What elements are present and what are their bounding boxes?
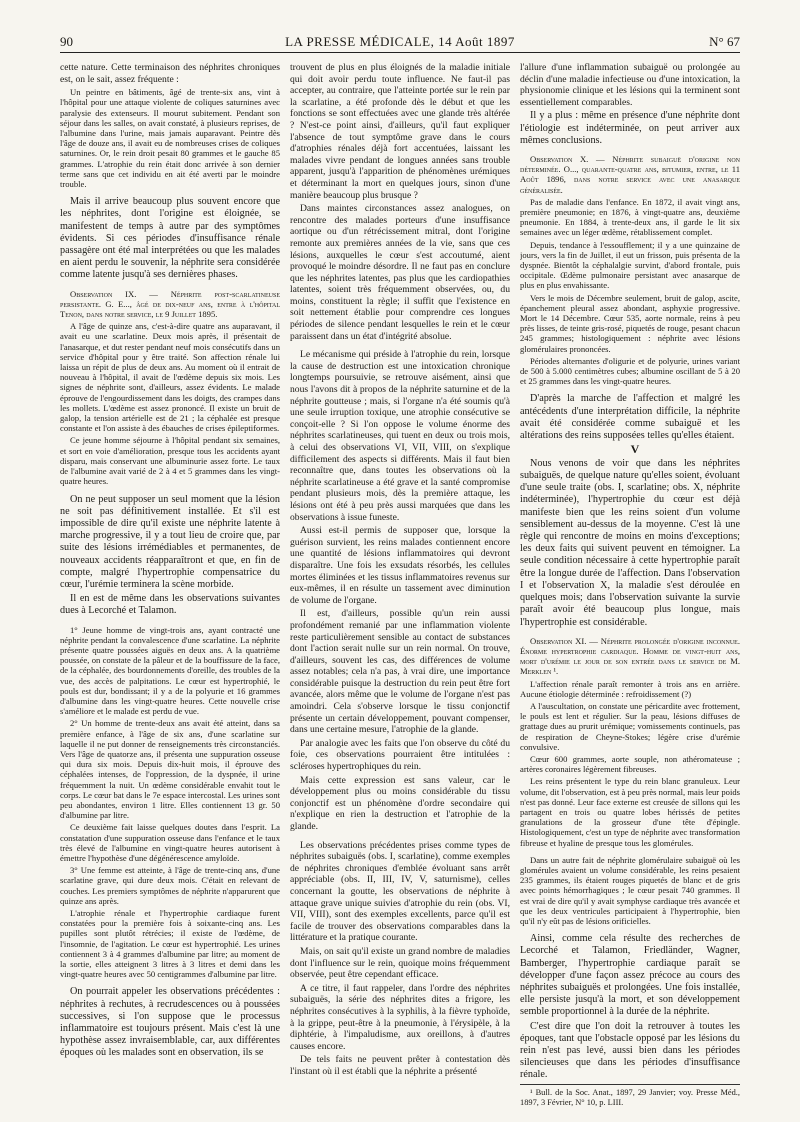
case-text: Cœur 600 grammes, aorte souple, non athéromateuse ; artères coronaires légèrement fibreuses. [520,753,740,775]
case-text: Vers le mois de Décembre seulement, bruit de galop, ascite, épanchement pleural assez abondant, asphyxie progressive. Mort le 14 Décembre. Cœur 535, aorte normale, reins à peu près lisses, de teinte gris-rosé, piquetés de rouge, pesant chacun 245 grammes; histologiquement : néphrite avec lésions glomérulaires prononcées. [520,292,740,354]
paragraph: Le mécanisme qui préside à l'atrophie du rein, lorsque la cause de destruction est une intoxication chronique longtemps poursuivie, se retrouve aisément, ainsi que nous l'avons dit à propos de la néphrite saturnine et de la néphrite goutteuse ; mais, si l'organe n'a été soumis qu'à une seule irruption toxique, une atrophie consécutive se conçoit-elle ? Si l'on oppose le volume énorme des néphrites scarlatineuses, qui tuent en deux ou trois mois, à celui des observations VI, VII, VIII, on s'explique difficilement des aspects si différents. Mais il faut bien reconnaître que, dans toutes les observations où la néphrite scarlatineuse a été grave et la santé compromise pendant plusieurs mois, dès la première attaque, les lésions ont été à peu près aussi marquées que dans les observations à issue funeste. [290,349,510,523]
paragraph: De tels faits ne peuvent prêter à contestation dès l'instant où il est établi que la néphrite a présenté [290,1054,510,1077]
paragraph: C'est dire que l'on doit la retrouver à toutes les époques, tant que l'obstacle opposé par les lésions du rein n'est pas levé, aussi bien dans les périodes silencieuses que dans les périodes d'insuffisance rénale. [520,1020,740,1081]
case-text: Un peintre en bâtiments, âgé de trente-six ans, vint à l'hôpital pour une attaque violente de coliques saturnines avec paralysie des extenseurs. Il mourut subitement. Pendant son séjour dans les salles, on avait constaté, à plusieurs reprises, de l'albumine dans l'urine, mais jamais auparavant. Peintre dès l'âge de douze ans, il avait eu de nombreuses crises de coliques saturnines. Or, le rein droit pesait 80 grammes et le gauche 85 grammes. L'atrophie du rein était donc arrivée à son dernier terme sans que cet individu en ait été averti par le moindre trouble. [60,87,280,190]
case-text: L'atrophie rénale et l'hypertrophie cardiaque furent constatées pour la première fois à soixante-cinq ans. Les pupilles sont plutôt rétrécies; il existe de l'œdème, de l'insomnie, de l'agitation. Le cœur est hypertrophié. Les urines contiennent 3 à 4 grammes d'albumine par litre; au moment de la sortie, elles atteignent 3 litres à 3 litres et demi dans les vingt-quatre heures avec 50 centigrammes d'albumine par litre. [60,908,280,980]
case-text: A l'auscultation, on constate une péricardite avec frottement, le pouls est lent et régulier. Sur la peau, lésions diffuses de grattage dues au prurit urémique; vomissements continuels, pas de respiration de Cheyne-Stokes; légère crise d'urémie convulsive. [520,700,740,752]
case-text: Ce deuxième fait laisse quelques doutes dans l'esprit. La constatation d'une suppuration osseuse dans l'enfance et le taux très élevé de l'albumine en vingt-quatre heures autorisent à émettre l'hypothèse d'une dégénérescence amyloïde. [60,822,280,863]
paragraph: Les observations précédentes prises comme types de néphrites subaiguës (obs. I, scarlatine), comme exemples de néphrites chroniques d'emblée évoluant sans arrêt appréciable (obs. II, III, IV, V, saturnisme), celles concernant la goutte, les observations de néphrite à attaque grave unique suivies d'atrophie du rein (obs. VI, VII, VIII), sont des exemples excellents, parce qu'il est facile de trouver des observations comparables dans la littérature et la pratique courante. [290,839,510,944]
case-text: Ce jeune homme séjourne à l'hôpital pendant six semaines, et sort en voie d'amélioration, presque tous les accidents ayant disparu, mais conservant une albuminurie assez forte. Le taux de l'albumine avait varié de 2 à 4 et 5 grammes dans les vingt-quatre heures. [60,435,280,487]
header-rule [60,52,740,53]
section-number: V [630,442,640,457]
case-text: 3° Une femme est atteinte, à l'âge de trente-cinq ans, d'une scarlatine grave, qui dure deux mois. C'était en relevant de couches. Les premiers symptômes de néphrite n'apparurent que quinze ans après. [60,865,280,906]
paragraph: Aussi est-il permis de supposer que, lorsque la guérison survient, les reins malades contiennent encore une quantité de lésions inflammatoires qui devront disparaître. Une fois les exsudats résorbés, les cellules mortes éliminées et les tissus inflammatoires revenus sur eux-mêmes, il en résulte un tassement avec diminution de volume de l'organe. [290,525,510,606]
case-text: Pas de maladie dans l'enfance. En 1872, il avait vingt ans, première pneumonie; en 1876, à vingt-quatre ans, deuxième pneumonie. En 1884, à trente-deux ans, il garde le lit six semaines avec un léger œdème, rétablissement complet. [520,196,740,238]
case-text: 2° Un homme de trente-deux ans avait été atteint, dans sa première enfance, à l'âge de six ans, d'une scarlatine sur laquelle il ne put donner de renseignements très circonstanciés. Vers l'âge de quatorze ans, il présenta une suppuration osseuse qui dura six mois. Depuis dix-huit mois, il éprouve des céphalées intenses, de l'oppression, de la dyspnée, il urine fréquemment la nuit. Un œdème considérable envahit tout le corps. Le cœur bat dans le 7e espace intercostal. Les urines sont peu abondantes, environ 1 litre. Elles contiennent 13 gr. 50 d'albumine par litre. [60,718,280,821]
paragraph: Il en est de même dans les observations suivantes dues à Lecorché et Talamon. [60,593,280,617]
footnote: ¹ Bull. de la Soc. Anat., 1897, 29 Janvier; voy. Presse Méd., 1897, 3 Février, N° 10, p. LIII. [520,1084,740,1108]
column-left [60,62,280,1112]
paragraph: Par analogie avec les faits que l'on observe du côté du foie, ces observations pourraient être intitulées : scléroses hypertrophiques du rein. [290,737,510,773]
observation-heading: Observation XI. — Néphrite prolongée d'origine inconnue. Énorme hypertrophie cardiaque. Homme de vingt-huit ans, mort d'urémie le jour de son entrée dans le service de M. Merklen ¹. [520,635,740,677]
paragraph: Ainsi, comme cela résulte des recherches de Lecorché et Talamon, Friedländer, Wagner, Bamberger, l'hypertrophie cardiaque paraît se développer d'une façon assez précoce au cours des néphrites subaiguës et prolongées. Une fois installée, elle persiste jusqu'à la mort, et son développement semble proportionnel à la durée de la néphrite. [520,933,740,1018]
paragraph: On ne peut supposer un seul moment que la lésion ne soit pas définitivement installée. Et s'il est impossible de dire qu'il existe une néphrite latente à marche progressive, il y a tout lieu de croire que, par suite des lésions irrémédiables et permanentes, de nouveaux accidents réapparaîtront et que, en fin de compte, malgré l'hypertrophie compensatrice du cœur, l'urémie terminera la scène morbide. [60,493,280,590]
paragraph: Il est, d'ailleurs, possible qu'un rein aussi profondément remanié par une inflammation violente reste particulièrement sensible au contact de substances dont l'action serait nulle sur un rein normal. On trouve, d'ailleurs, souvent les cas, des différences de volume assez notables; cela n'a pas, à vrai dire, une importance considérable puisque la destruction du rein peut être fort avancée, alors même que le volume de l'organe n'est pas amoindri. Cela s'observe lorsque le tissu conjonctif présente un certain développement, pouvant compenser, dans une certaine mesure, l'atrophie de la glande. [290,608,510,736]
case-text: Dans un autre fait de néphrite glomérulaire subaiguë où les glomérules avaient un volume considérable, les reins pesaient 235 grammes, ils étaient rouges piquetés de blanc et de gris avec points hémorrhagiques ; le cœur pesait 740 grammes. Il est vrai de dire qu'il y avait symphyse cardiaque très avancée et que les deux ventricules participaient à l'hypertrophie, bien qu'il n'y eût pas de lésions orificielles. [520,854,740,926]
page-number: 90 [60,34,73,49]
column-middle [290,62,510,1112]
case-text: 1° Jeune homme de vingt-trois ans, ayant contracté une néphrite pendant la convalescence d'une scarlatine. La néphrite présente quatre poussées aiguës en deux ans. A la quatrième poussée, on constate de la pâleur et de la bouffissure de la face, de la céphalée, des bourdonnements d'oreille, des troubles de la vue, des accès de palpitations. Le cœur est hypertrophié, le pouls est dur, bondissant; il y a de la polyurie et 16 grammes d'albumine dans les vingt-quatre heures. Cette nouvelle crise s'améliore et le malade est perdu de vue. [60,624,280,717]
journal-title: LA PRESSE MÉDICALE, 14 Août 1897 [285,34,515,49]
case-text: A l'âge de quinze ans, c'est-à-dire quatre ans auparavant, il avait eu une scarlatine. Deux mois après, il présentait de l'anasarque, et dut rester pendant neuf mois consécutifs dans un service d'hôpital pour y être traité. Son affection rénale lui laissa un répit de plus de deux ans. Au moment où il entrait de nouveau à l'hôpital, il avait de l'œdème depuis six mois. Les signes de néphrite sont, d'ailleurs, assez évidents. Le malade éprouve de l'engourdissement dans les doigts, des crampes dans les mollets. L'œdème est assez prononcé. Il existe un bruit de galop, la tension artérielle est de 21 ; la céphalée est presque constante et l'on assiste à des ébauches de crises épileptiformes. [60,321,280,434]
paragraph: Mais, on sait qu'il existe un grand nombre de maladies dont l'influence sur le rein, quoique moins fréquemment observée, peut être cependant efficace. [290,945,510,981]
paragraph: D'après la marche de l'affection et malgré les antécédents d'une interprétation difficile, la néphrite avait été considérée comme subaiguë et les altérations des reins supposées telles qu'elles étaient. [520,393,740,442]
paragraph: On pourrait appeler les observations précédentes : néphrites à rechutes, à recrudescences ou à poussées successives, si l'on suppose que le processus inflammatoire est toujours présent. Mais c'est là une hypothèse assez invraisemblable, car, aux différentes époques où les malades sont en observation, ils se [60,986,280,1059]
paragraph: A ce titre, il faut rappeler, dans l'ordre des néphrites subaiguës, la série des néphrites dites a frigore, les néphrites consécutives à la syphilis, à la fièvre typhoïde, à la grippe, peut-être à la pneumonie, à l'érysipèle, à la diphtérie, à l'impaludisme, aux oreillons, à d'autres causes encore. [290,982,510,1052]
observation-heading: Observation X. — Néphrite subaiguë d'origine non déterminée. O..., quarante-quatre ans, bitumier, entre, le 11 Août 1896, dans notre service avec une anasarque généralisée. [520,153,740,195]
case-text: Périodes alternantes d'oligurie et de polyurie, urines variant de 500 à 5.000 centimètres cubes; albumine oscillant de 5 à 20 et 25 grammes dans les vingt-quatre heures. [520,355,740,387]
paragraph: Nous venons de voir que dans les néphrites subaiguës, de quelque nature qu'elles soient, évoluant d'une seule traite (obs. I, scarlatine; obs. X, néphrite indéterminée), l'hypertrophie du cœur est déjà manifeste bien que les reins soient d'un volume sensiblement au-dessus de la moyenne. C'est là une règle qui rencontre de moins en moins d'exceptions; les deux faits qui suivent peuvent en témoigner. La seule condition nécessaire à cette hypertrophie paraît être la longue durée de l'affection. Dans l'observation I et l'observation X, la maladie s'est déroulée en quelques mois; dans l'observation suivante la survie paraît avoir été beaucoup plus longue, mais l'hypertrophie est considérable. [520,457,740,628]
paragraph: Dans maintes circonstances assez analogues, on rencontre des malades porteurs d'une insuffisance aortique ou d'un rétrécissement mitral, dont l'origine remonte aux premières années de la vie, sans que ces lésions, auxquelles le cœur s'est accoutumé, aient provoqué le moindre désordre. Il ne faut pas en conclure que les néphrites latentes, pas plus que les cardiopathies latentes, soient très fréquemment observées, ou, du moins, constituent la règle; il suffit que l'existence en soit nettement établie pour comprendre ces longues périodes de silence pendant lesquelles le rein et le cœur paraissent dans un état d'intégrité absolue. [290,203,510,342]
paragraph: cette nature. Cette terminaison des néphrites chroniques est, on le sait, assez fréquente : [60,62,280,85]
case-text: L'affection rénale paraît remonter à trois ans en arrière. Aucune étiologie déterminée : refroidissement (?) [520,678,740,699]
page-header [60,34,740,52]
case-text: Depuis, tendance à l'essoufflement; il y a une quinzaine de jours, vers la fin de Juillet, il eut un frisson, puis présenta de la dyspnée. Bientôt la céphalalgie survint, d'abord frontale, puis occipitale. Œdème pulmonaire persistant avec anasarque de plus en plus envahissante. [520,239,740,291]
case-text: Les reins présentent le type du rein blanc granuleux. Leur volume, dit l'observation, est à peu près normal, mais leur poids n'est pas donné. Leur face externe est creusée de sillons qui les partagent en trois ou quatre lobes hérissés de petites granulations de la grosseur d'une tête d'épingle. Histologiquement, c'est un type de néphrite avec transformation fibreuse et hyaline de presque tous les glomérules. [520,776,740,848]
paragraph: trouvent de plus en plus éloignés de la maladie initiale qui doit avoir perdu toute influence. Ne faut-il pas accepter, au contraire, que l'atteinte portée sur le rein par la scarlatine, a été profonde dès le début et que les fonctions se sont effectuées avec une glande très altérée ? N'est-ce point ainsi, d'ailleurs, qu'il faut expliquer l'absence de tout symptôme grave dans le cours d'atrophies rénales déjà fort accentuées, laissant les malades vivre pendant de longues années sans trouble apparent, jusqu'à l'apparition de phénomènes urémiques et déterminant la mort en quelques jours, sinon d'une manière beaucoup plus brusque ? [290,62,510,201]
paragraph: Mais cette expression est sans valeur, car le développement plus ou moins considérable du tissu conjonctif est un phénomène d'ordre secondaire qui n'explique en rien la destruction et l'atrophie de la glande. [290,774,510,832]
column-right [520,62,740,1112]
paragraph: l'allure d'une inflammation subaiguë ou prolongée au déclin d'une maladie infectieuse ou d'une intoxication, la physionomie clinique et les lésions qui la terminent sont essentiellement comparables. [520,62,740,108]
paragraph: Il y a plus : même en présence d'une néphrite dont l'étiologie est indéterminée, on peut arriver aux mêmes conclusions. [520,110,740,146]
observation-heading: Observation IX. — Néphrite post-scarlatineuse persistante. G. E..., âgé de dix-neuf ans, entre à l'hôpital Tenon, dans notre service, le 9 Juillet 1895. [60,288,280,320]
paragraph: Mais il arrive beaucoup plus souvent encore que les néphrites, dont l'origine est éloignée, se manifestent de temps à autre par des symptômes évidents. Si ces périodes d'insuffisance rénale passagère ont été mal interprétées ou que les malades en aient perdu le souvenir, la néphrite sera considérée comme latente jusqu'à ses dernières phases. [60,196,280,281]
issue-number: N° 67 [709,34,740,49]
